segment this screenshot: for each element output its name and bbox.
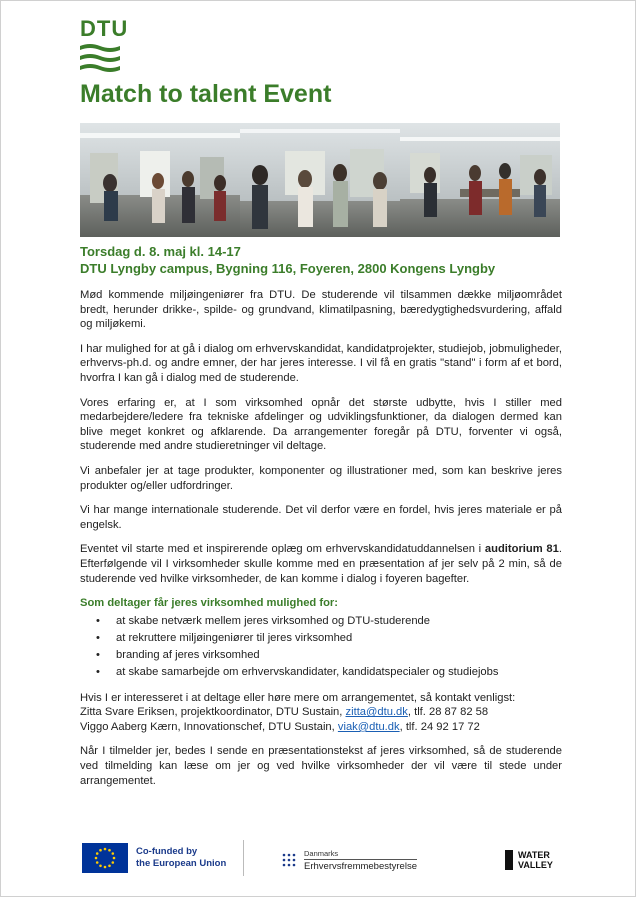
benefits-list xyxy=(80,613,562,681)
paragraph-recommendation: Vi anbefaler jer at tage produkter, komponenter og illustrationer med, som kan beskrive jeres produkter og/eller udfordringer. xyxy=(80,464,562,492)
paragraph-dialog: I har mulighed for at gå i dialog om erhvervskandidat, kandidatprojekter, studiejob, jobmuligheder, erhvervs-ph.d. og andre emner, der har jeres interesse. I vil få en gratis "stand" i form af et bord, hvorfra I kan gå i dialog med de studerende. xyxy=(80,342,562,384)
list-item: • at rekruttere miljøingeniører til jeres virksomhed xyxy=(116,630,562,647)
contact-name: Viggo Aaberg Kærn, Innovationschef, DTU Sustain, xyxy=(80,720,338,733)
event-location: DTU Lyngby campus, Bygning 116, Foyeren, 2800 Kongens Lyngby xyxy=(80,261,496,276)
list-item: • at skabe netværk mellem jeres virksomhed og DTU-studerende xyxy=(116,613,562,630)
event-details xyxy=(80,243,495,277)
water-valley-text xyxy=(518,850,553,870)
contact-block xyxy=(80,691,562,735)
page-title: Match to talent Event xyxy=(80,80,332,108)
email-link[interactable]: zitta@dtu.dk xyxy=(345,706,408,719)
paragraph-closing: Når I tilmelder jer, bedes I sende en præsentationstekst af jeres virksomhed, så de studerende ved tilmelding kan læse om jer og ved hvilke virksomheder der vil være til stede under arrangementet. xyxy=(80,745,562,787)
paragraph-international: Vi har mange internationale studerende. Det vil derfor være en fordel, hvis jeres materiale er på engelsk. xyxy=(80,504,562,531)
dtu-waves-icon xyxy=(80,43,120,73)
dots-grid-icon xyxy=(282,853,296,867)
contact-person xyxy=(80,705,562,720)
event-text-before: Eventet vil starte med et inspirerende oplæg om erhvervskandidatuddannelsen i xyxy=(80,543,485,556)
footer-divider xyxy=(243,840,244,876)
erhvervsfremme-text xyxy=(304,848,417,872)
event-auditorium: auditorium 81 xyxy=(484,543,559,556)
event-text-after: . Efterfølgende vil I virksomheder skulle komme med en præsentation af jer selv på 2 min, så de studerende ved hvilke virksomheder, de kan komme i dialog i foyeren bagefter. xyxy=(80,543,562,585)
paragraph-intro: Mød kommende miljøingeniører fra DTU. De studerende vil tilsammen dække miljøområdet bredt, herunder drikke-, spilde- og grundvand, klimatilpasning, bæredygtighedsvurdering, affald og miljøkemi. xyxy=(80,289,562,331)
event-photo-collage xyxy=(80,123,560,237)
body-text xyxy=(80,288,562,798)
dtu-logo-text: DTU xyxy=(80,16,129,41)
contact-intro: Hvis I er interesseret i at deltage eller høre mere om arrangementet, så kontakt venligst: xyxy=(80,691,516,704)
paragraph-experience: Vores erfaring er, at I som virksomhed opnår det største udbytte, hvis I stiller med medarbejdere/ledere fra tekniske afdelinger og udviklingsfunktioner, da dialogen dermed kan blive meget konkret og afklarende. Da arrangementer foregår på DTU, forventer vi også, studerende med andre studieretninger vil deltage. xyxy=(80,396,562,453)
water-valley-logo xyxy=(505,850,553,870)
water-valley-mark-icon xyxy=(505,850,513,870)
erhvervsfremme-logo xyxy=(282,848,417,872)
contact-phone: , tlf. 28 87 82 58 xyxy=(407,706,489,719)
eu-text xyxy=(136,846,226,870)
eu-flag-icon xyxy=(82,843,128,873)
email-link[interactable]: viak@dtu.dk xyxy=(337,720,400,733)
list-item: • branding af jeres virksomhed xyxy=(116,647,562,664)
list-item: • at skabe samarbejde om erhvervskandidater, kandidatspecialer og studiejobs xyxy=(116,664,562,681)
paragraph-event xyxy=(80,542,562,586)
dk-small-text: Danmarks xyxy=(304,849,339,858)
contact-name: Zitta Svare Eriksen, projektkoordinator, DTU Sustain, xyxy=(80,706,346,719)
contact-phone: , tlf. 24 92 17 72 xyxy=(399,720,480,733)
benefits-heading: Som deltager får jeres virksomhed mulighed for: xyxy=(80,597,339,610)
eu-line-2: the European Union xyxy=(136,858,227,869)
dk-big-text: Erhvervsfremmebestyrelse xyxy=(304,861,417,872)
contact-person xyxy=(80,720,562,735)
dtu-logo xyxy=(80,18,128,78)
footer-logos xyxy=(0,840,636,880)
wv-line-2: VALLEY xyxy=(518,860,553,870)
eu-line-1: Co-funded by xyxy=(136,846,198,857)
wv-line-1: WATER xyxy=(518,850,550,860)
event-date: Torsdag d. 8. maj kl. 14-17 xyxy=(80,244,241,259)
eu-logo xyxy=(82,843,226,873)
